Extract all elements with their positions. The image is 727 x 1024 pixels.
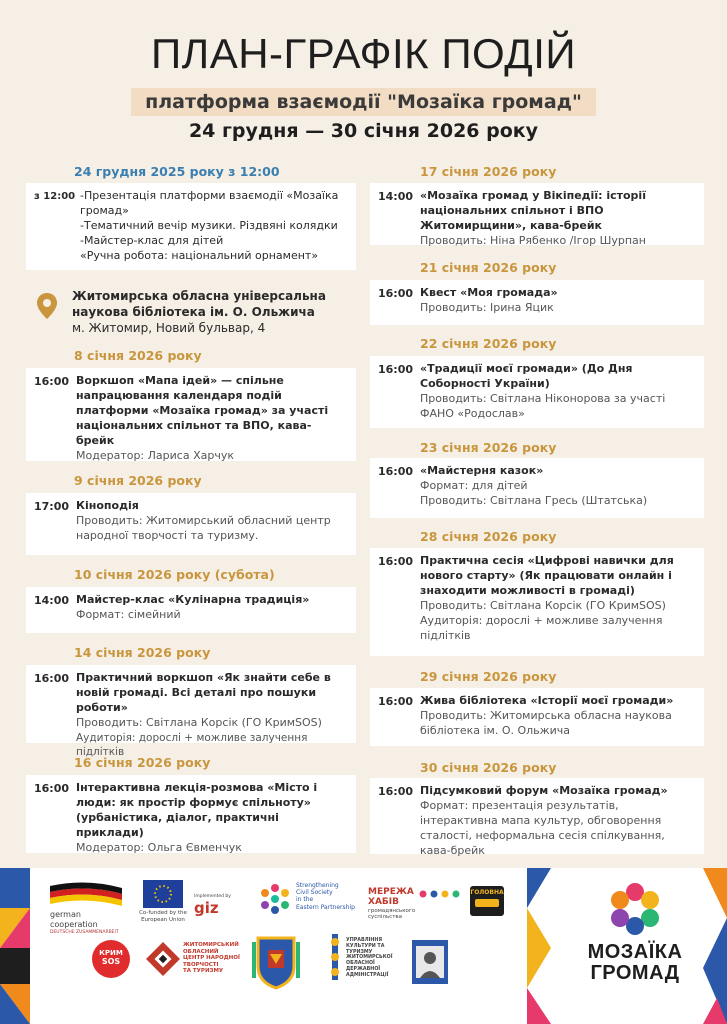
event-card bbox=[370, 280, 704, 325]
folk-ornament-icon bbox=[146, 942, 180, 976]
event-title: «Традиції моєї громади» (До Дня Соборності України) bbox=[420, 362, 633, 390]
date-label: 10 січня 2026 року (субота) bbox=[74, 567, 275, 582]
mosaic-stripe-left bbox=[0, 868, 30, 1024]
holovna-text: ГОЛОВНА bbox=[470, 889, 504, 896]
event-line: -Майстер-клас для дітей bbox=[80, 233, 224, 247]
eu-text: Co-funded by the European Union bbox=[139, 910, 187, 923]
german-line: DEUTSCHE ZUSAMMENARBEIT bbox=[50, 929, 119, 935]
footer-logos bbox=[0, 868, 727, 1024]
event-title: Практичний воркшоп «Як знайти себе в новій громаді. Всі деталі про пошуки роботи» bbox=[76, 671, 331, 714]
date-label: 24 грудня 2025 року з 12:00 bbox=[74, 164, 280, 179]
date-label: 16 січня 2026 року bbox=[74, 755, 211, 770]
folk-line: ЖИТОМИРСЬКИЙ bbox=[183, 942, 239, 948]
date-label: 9 січня 2026 року bbox=[74, 473, 202, 488]
culture-line: ДЕРЖАВНОЇ АДМІНІСТРАЦІЇ bbox=[346, 966, 389, 978]
event-detail: Аудиторія: дорослі + можливе залучення підлітків bbox=[420, 613, 663, 642]
mosaic-flower-icon bbox=[606, 880, 664, 938]
event-detail: Формат: сімейний bbox=[76, 607, 181, 621]
german-line: cooperation bbox=[50, 919, 98, 929]
merezha-sub-line: громадянського bbox=[368, 907, 416, 914]
event-detail: Формат: для дітей bbox=[420, 478, 528, 492]
date-label: 8 січня 2026 року bbox=[74, 348, 202, 363]
event-card bbox=[370, 688, 704, 746]
event-detail: Формат: презентація результатів, інтерактивна мапа культур, обговорення сталості, неформальна сесія спілкування, кава-брейк bbox=[420, 798, 665, 857]
mozaika-word: ГРОМАД bbox=[590, 962, 680, 984]
date-label: 29 січня 2026 року bbox=[420, 669, 557, 684]
folk-line: ТА ТУРИЗМУ bbox=[183, 968, 224, 975]
event-card bbox=[370, 458, 704, 518]
location-name: Житомирська обласна універсальна наукова бібліотека ім. О. Ольжича bbox=[72, 289, 326, 320]
mozaika-gromad-logo bbox=[555, 880, 715, 984]
holovna-logo bbox=[470, 886, 504, 916]
eu-flag-icon bbox=[143, 880, 183, 908]
mozaika-word: МОЗАЇКА bbox=[587, 941, 683, 963]
event-card bbox=[26, 183, 356, 270]
csep-line: Strengthening bbox=[296, 882, 339, 889]
date-label: 17 січня 2026 року bbox=[420, 164, 557, 179]
event-time: 16:00 bbox=[34, 782, 70, 795]
event-title: Інтерактивна лекція-розмова «Місто і люди: як простір формує спільноту» (урбаністика, діалог, практичні приклади) bbox=[76, 781, 318, 839]
event-time: 17:00 bbox=[34, 500, 70, 513]
event-title: «Мозаїка громад у Вікіпедії: історії національних спільнот і ВПО Житомирщини», кава-брейк bbox=[420, 189, 646, 232]
event-time: 16:00 bbox=[378, 465, 414, 478]
event-detail: Модератор: Лариса Харчук bbox=[76, 448, 234, 462]
date-label: 23 січня 2026 року bbox=[420, 440, 557, 455]
event-title: Квест «Моя громада» bbox=[420, 286, 558, 299]
event-line: -Презентація платформи взаємодії «Мозаїка громад» bbox=[80, 189, 339, 217]
culture-department-logo bbox=[328, 934, 410, 980]
event-detail: Проводить: Ніна Рябенко /Ігор Шурпан bbox=[420, 233, 646, 247]
krimsos-line: SOS bbox=[101, 957, 121, 967]
krimsos-line: КРИМ bbox=[99, 949, 123, 957]
event-detail: Проводить: Світлана Корсік (ГО КримSOS) bbox=[420, 598, 666, 612]
date-label: 22 січня 2026 року bbox=[420, 336, 557, 351]
event-title: Практична сесія «Цифрові навички для нового старту» (Як працювати онлайн і знаходити можливості в громаді) bbox=[420, 554, 674, 597]
event-detail: Проводить: Світлана Корсік (ГО КримSOS) bbox=[76, 715, 322, 729]
event-detail: Аудиторія: дорослі + можливе залучення підлітків bbox=[76, 731, 308, 759]
event-card bbox=[370, 548, 704, 656]
giz-small-text: Implemented by bbox=[194, 894, 231, 899]
event-time: 16:00 bbox=[378, 785, 414, 798]
folk-line: ОБЛАСНИЙ bbox=[183, 948, 219, 955]
folk-center-logo bbox=[146, 942, 242, 976]
date-label: 21 січня 2026 року bbox=[420, 260, 557, 275]
map-pins-icon bbox=[418, 888, 462, 900]
event-detail: Проводить: Ірина Яцик bbox=[420, 300, 554, 314]
library-portrait-icon bbox=[412, 940, 448, 984]
location-address: м. Житомир, Новий бульвар, 4 bbox=[72, 321, 266, 336]
event-time: 16:00 bbox=[378, 555, 414, 568]
event-title: Воркшоп «Мапа ідей» — спільне напрацювання календаря подій платформи «Мозаїка громад» за участі національних спільнот та ВПО, кава-брейк bbox=[76, 374, 329, 447]
giz-text: giz bbox=[194, 899, 219, 918]
folk-line: ТВОРЧОСТІ bbox=[183, 961, 219, 968]
date-label: 28 січня 2026 року bbox=[420, 529, 557, 544]
event-title: Кіноподія bbox=[76, 499, 139, 512]
csep-circle-icon bbox=[258, 882, 292, 916]
csep-logo bbox=[258, 882, 368, 916]
event-detail: Проводить: Житомирська обласна наукова бібліотека ім. О. Ольжича bbox=[420, 708, 672, 737]
event-line: -Тематичний вечір музики. Різдвяні колядки bbox=[80, 218, 338, 232]
event-time: 16:00 bbox=[378, 287, 414, 300]
event-time: 16:00 bbox=[34, 375, 70, 388]
event-detail: Проводить: Житомирський обласний центр народної творчості та туризму. bbox=[76, 513, 331, 542]
event-card bbox=[26, 368, 356, 461]
culture-line: УПРАВЛІННЯ bbox=[346, 938, 383, 943]
eu-logo bbox=[136, 880, 190, 924]
event-time: 16:00 bbox=[34, 672, 70, 685]
event-card bbox=[370, 778, 704, 857]
event-card bbox=[26, 587, 356, 633]
event-title: Майстер-клас «Кулінарна традиція» bbox=[76, 593, 310, 606]
date-label: 14 січня 2026 року bbox=[74, 645, 211, 660]
ornament-stripe-icon bbox=[328, 934, 342, 980]
event-card bbox=[26, 775, 356, 853]
csep-line: Civil Society bbox=[296, 889, 333, 897]
event-title: Підсумковий форум «Мозаїка громад» bbox=[420, 784, 668, 797]
event-card bbox=[26, 493, 356, 555]
event-time: 16:00 bbox=[378, 363, 414, 376]
coat-of-arms-icon bbox=[250, 932, 302, 990]
event-time: 14:00 bbox=[378, 190, 414, 203]
folk-line: ЦЕНТР НАРОДНОЇ bbox=[183, 955, 240, 962]
event-detail: Проводить: Світлана Ніконорова за участі ФАНО «Родослав» bbox=[420, 391, 666, 420]
event-title: Жива бібліотека «Історії моєї громади» bbox=[420, 694, 674, 707]
csep-line: Eastern Partnership bbox=[296, 903, 355, 911]
location-pin-icon bbox=[36, 292, 58, 320]
location-block bbox=[36, 288, 356, 337]
page-title: ПЛАН-ГРАФІК ПОДІЙ bbox=[150, 30, 577, 77]
page-subtitle: платформа взаємодії "Мозаїка громад" bbox=[131, 88, 596, 116]
krimsos-logo bbox=[92, 940, 130, 978]
event-detail: Проводить: Світлана Гресь (Штатська) bbox=[420, 493, 648, 507]
event-time: 16:00 bbox=[378, 695, 414, 708]
culture-line: КУЛЬТУРИ ТА ТУРИЗМУ bbox=[346, 943, 385, 955]
event-time: з 12:00 bbox=[34, 191, 76, 202]
event-card bbox=[26, 665, 356, 759]
german-cooperation-logo bbox=[50, 882, 122, 935]
event-card bbox=[370, 356, 704, 428]
event-title: «Майстерня казок» bbox=[420, 464, 544, 477]
german-flag-icon bbox=[50, 882, 122, 908]
date-range: 24 грудня — 30 січня 2026 року bbox=[188, 120, 539, 142]
event-time: 14:00 bbox=[34, 594, 70, 607]
merezha-line: ХАБІВ bbox=[368, 896, 399, 907]
culture-line: ЖИТОМИРСЬКОЇ ОБЛАСНОЇ bbox=[346, 955, 393, 966]
event-line: «Ручна робота: національний орнамент» bbox=[80, 248, 319, 262]
date-label: 30 січня 2026 року bbox=[420, 760, 557, 775]
merezha-logo bbox=[368, 888, 464, 921]
merezha-line: МЕРЕЖА bbox=[368, 887, 414, 897]
event-detail: Модератор: Ольга Євменчук bbox=[76, 840, 242, 854]
merezha-sub-line: суспільства bbox=[368, 914, 403, 921]
german-line: german bbox=[50, 910, 81, 920]
event-card bbox=[370, 183, 704, 245]
csep-line: in the bbox=[296, 896, 314, 904]
giz-logo bbox=[194, 894, 248, 917]
